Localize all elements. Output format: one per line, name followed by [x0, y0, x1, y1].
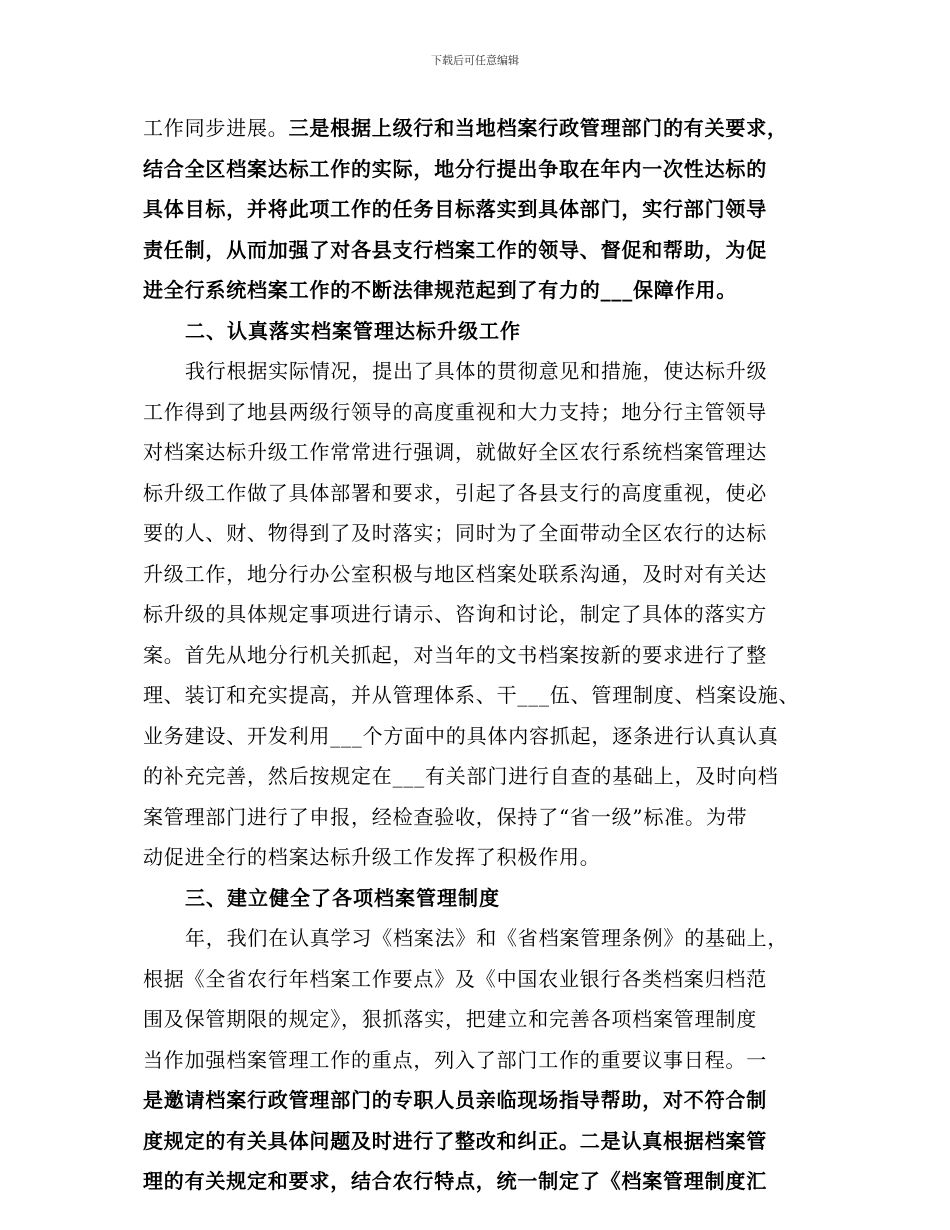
text-run: 我行根据实际情况，提出了具体的贯彻意见和措施，使达标升级	[185, 359, 768, 383]
text-run: 结合全区档案达标工作的实际，地分行提出争取在年内一次性达标的	[143, 156, 767, 181]
text-line	[143, 635, 823, 676]
text-line	[143, 108, 823, 149]
text-line	[143, 149, 823, 190]
text-run: 根据《全省农行年档案工作要点》及《中国农业银行各类档案归档范	[143, 966, 767, 991]
text-line	[143, 756, 823, 797]
text-line	[143, 554, 823, 595]
text-run: 理、装订和充实提高，并从管理体系、干___伍、管理制度、档案设施、	[143, 683, 800, 707]
text-run: 要的人、财、物得到了及时落实；同时为了全面带动全区农行的达标	[143, 521, 767, 545]
text-run: 是邀请档案行政管理部门的专职人员亲临现场指导帮助，对不符合制	[143, 1088, 767, 1112]
text-run: 动促进全行的档案达标升级工作发挥了积极作用。	[143, 845, 601, 869]
text-line	[143, 675, 823, 716]
text-line	[143, 1040, 823, 1081]
text-line	[143, 1121, 823, 1162]
text-line	[143, 1080, 823, 1121]
text-run: 案管理部门进行了申报，经检查验收，保持了“省一级”标准。为带	[143, 804, 748, 829]
text-line	[143, 959, 823, 1000]
text-run: 对档案达标升级工作常常进行强调，就做好全区农行系统档案管理达	[143, 440, 767, 464]
text-run: 的补充完善，然后按规定在___有关部门进行自查的基础上，及时向档	[143, 764, 779, 788]
text-run: 进全行系统档案工作的不断法律规范起到了有力的___保障作用。	[143, 278, 737, 302]
text-run: 工作同步进展。	[143, 116, 289, 140]
text-run: 年，我们在认真学习《档案法》和《省档案管理条例》的基础上，	[185, 926, 789, 950]
text-line	[143, 351, 823, 392]
text-line	[143, 837, 823, 878]
text-line	[143, 918, 823, 959]
text-run: 标升级的具体规定事项进行请示、咨询和讨论，制定了具体的落实方	[143, 602, 767, 626]
text-line	[143, 189, 823, 230]
text-line	[143, 432, 823, 473]
text-run: 标升级工作做了具体部署和要求，引起了各县支行的高度重视，使必	[143, 480, 767, 505]
page-header: 下载后可任意编辑	[431, 54, 519, 67]
text-run: 责任制，从而加强了对各县支行档案工作的领导、督促和帮助，为促	[143, 237, 767, 262]
text-run: 度规定的有关具体问题及时进行了整改和纠正。二是认真根据档案管	[143, 1128, 767, 1153]
text-run: 三、建立健全了各项档案管理制度	[185, 885, 500, 910]
text-line	[143, 999, 823, 1040]
text-line	[143, 716, 823, 757]
text-line	[143, 1161, 823, 1202]
text-run: 具体目标，并将此项工作的任务目标落实到具体部门，实行部门领导	[143, 197, 767, 221]
text-run: 二、认真落实档案管理达标升级工作	[185, 318, 521, 343]
text-line	[143, 513, 823, 554]
text-run: 当作加强档案管理工作的重点，列入了部门工作的重要议事日程。一	[143, 1047, 767, 1072]
text-run: 三是根据上级行和当地档案行政管理部门的有关要求，	[288, 116, 788, 140]
section-heading	[143, 311, 823, 352]
text-line	[143, 797, 823, 838]
text-line	[143, 270, 823, 311]
text-line	[143, 230, 823, 271]
text-run: 案。首先从地分行机关抓起，对当年的文书档案按新的要求进行了整	[143, 642, 767, 667]
text-run: 理的有关规定和要求，结合农行特点，统一制定了《档案管理制度汇	[143, 1169, 767, 1193]
text-run: 工作得到了地县两级行领导的高度重视和大力支持；地分行主管领导	[143, 399, 767, 424]
text-line	[143, 473, 823, 514]
body-text	[143, 108, 823, 1202]
text-line	[143, 392, 823, 433]
section-heading	[143, 878, 823, 919]
text-line	[143, 594, 823, 635]
text-run: 升级工作，地分行办公室积极与地区档案处联系沟通，及时对有关达	[143, 561, 767, 586]
text-run: 业务建设、开发利用___个方面中的具体内容抓起，逐条进行认真认真	[143, 723, 779, 748]
text-run: 围及保管期限的规定》，狠抓落实，把建立和完善各项档案管理制度	[143, 1007, 757, 1031]
